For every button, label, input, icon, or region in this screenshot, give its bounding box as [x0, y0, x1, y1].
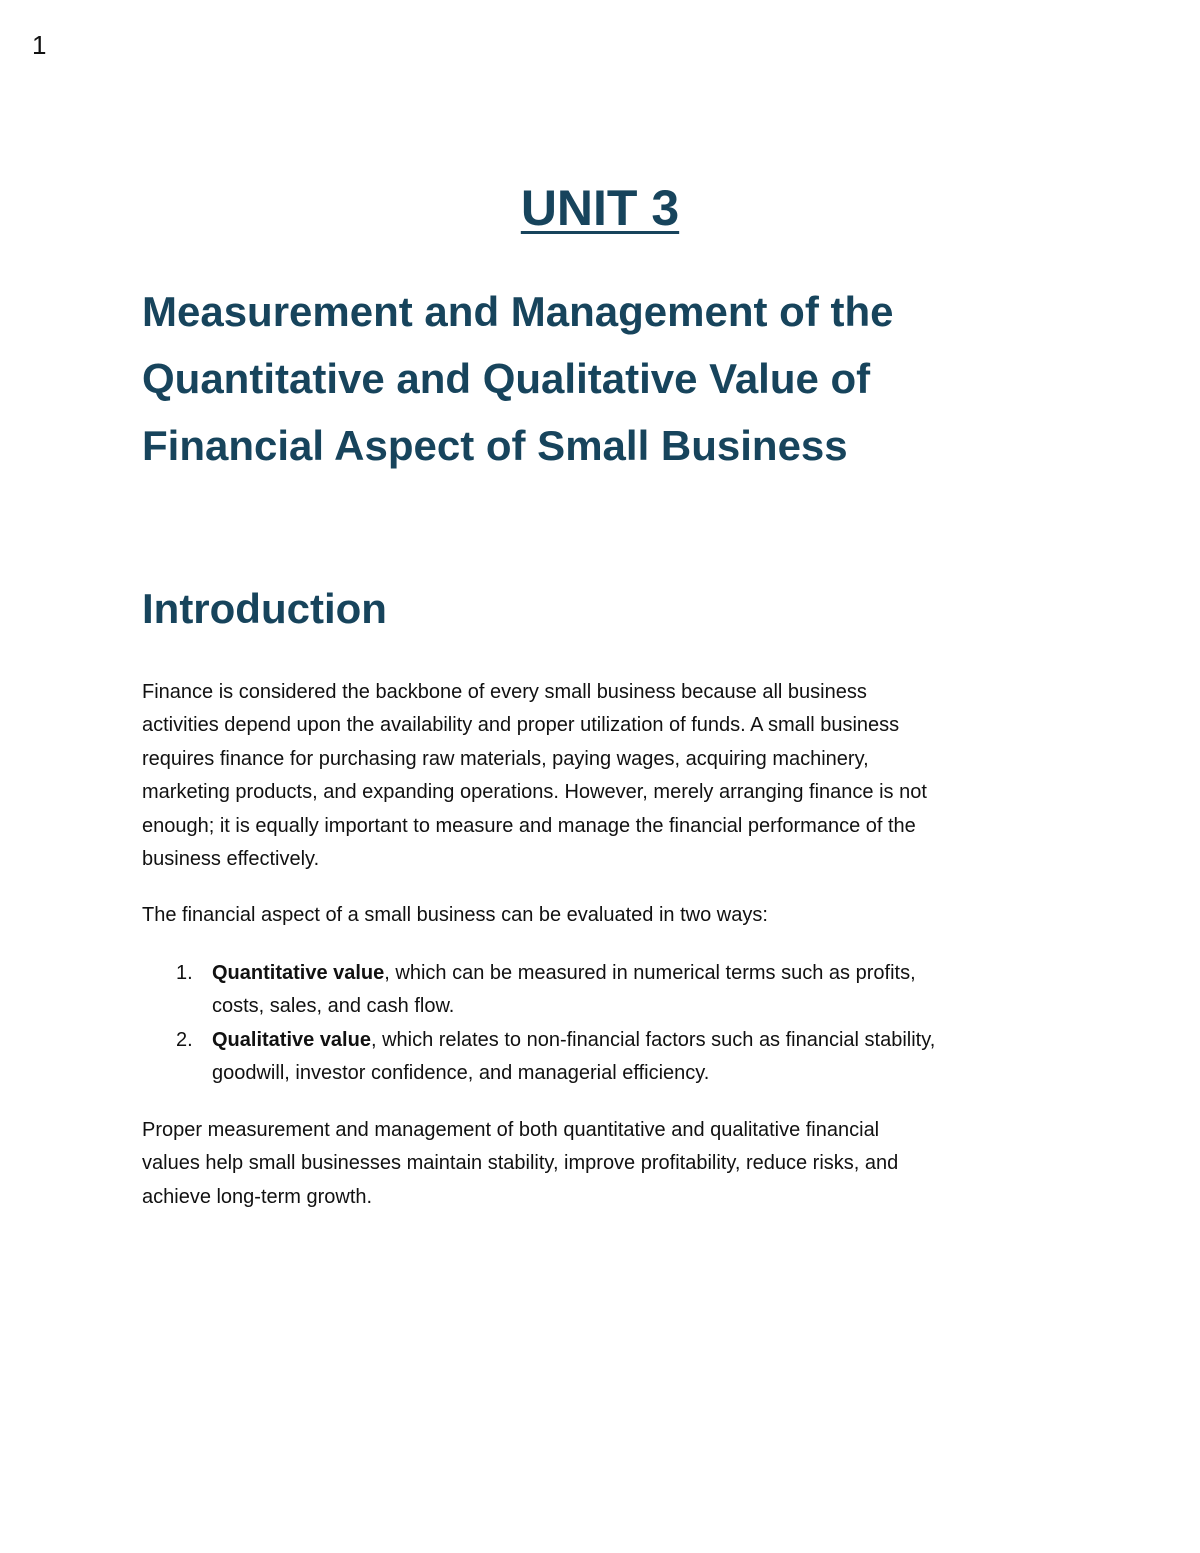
list-item-line: costs, sales, and cash flow. [212, 995, 455, 1018]
list-item-text: , which can be measured in numerical terms such as profits, [384, 962, 916, 984]
paragraph-line: enough; it is equally important to measure and manage the financial performance of the [142, 814, 916, 837]
list-item-line [212, 1024, 1082, 1057]
unit-title [0, 176, 1200, 240]
paragraph-intro [142, 676, 1072, 876]
section-heading-introduction: Introduction [142, 585, 387, 632]
document-title-line: Measurement and Management of the [142, 288, 894, 335]
paragraph-line: achieve long-term growth. [142, 1185, 373, 1208]
paragraph-line: marketing products, and expanding operations. However, merely arranging finance is not [142, 781, 927, 804]
list-item-term: Quantitative value [212, 962, 385, 984]
list-item-number: 2. [176, 1028, 193, 1051]
document-title-line: Quantitative and Qualitative Value of [142, 355, 871, 402]
paragraph-line: Proper measurement and management of both quantitative and qualitative financial [142, 1119, 880, 1141]
paragraph-conclusion [142, 1114, 1072, 1214]
numbered-list [142, 957, 1082, 1091]
unit-title-text: UNIT 3 [520, 180, 680, 236]
paragraph-line: The financial aspect of a small business can be evaluated in two ways: [142, 904, 768, 926]
list-item-line: goodwill, investor confidence, and managerial efficiency. [212, 1062, 710, 1085]
document-title-line: Financial Aspect of Small Business [142, 422, 848, 469]
paragraph-line: business effectively. [142, 848, 320, 871]
paragraph-line: requires finance for purchasing raw materials, paying wages, acquiring machinery, [142, 747, 869, 770]
paragraph-line: values help small businesses maintain stability, improve profitability, reduce risks, and [142, 1152, 899, 1175]
paragraph-line: Finance is considered the backbone of every small business because all business [142, 681, 867, 703]
list-item [142, 957, 1082, 1024]
list-item [142, 1024, 1082, 1091]
paragraph-line: activities depend upon the availability and proper utilization of funds. A small business [142, 714, 900, 737]
list-item-term: Qualitative value [212, 1028, 371, 1051]
list-item-number: 1. [176, 962, 193, 984]
document-title [142, 278, 1082, 479]
list-item-text: , which relates to non-financial factors such as financial stability, [370, 1028, 936, 1051]
list-item-line [212, 957, 1082, 990]
page-number: 1 [32, 30, 47, 60]
paragraph-evaluation [142, 899, 1072, 932]
